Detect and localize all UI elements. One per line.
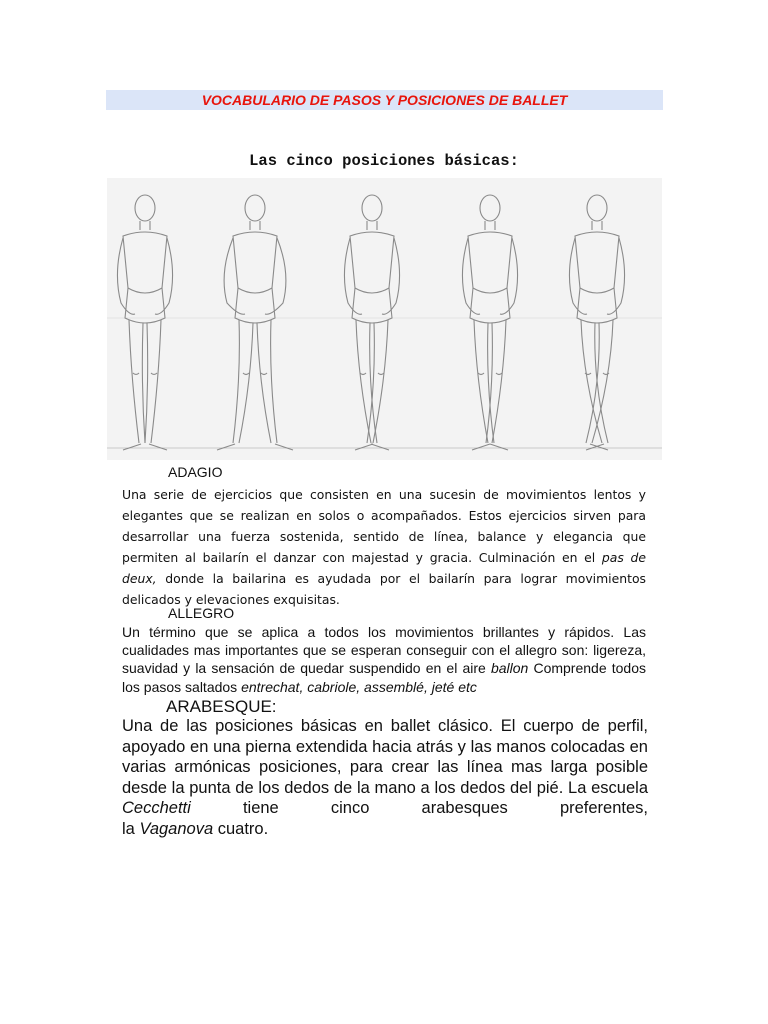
figure-torso (233, 232, 277, 293)
ballet-figure-4 (462, 195, 517, 450)
figure-knees (243, 373, 267, 375)
figure-right-leg (586, 320, 613, 443)
adagio-term: pas de deux, (122, 550, 646, 586)
ballet-figure-3 (344, 195, 399, 450)
arabesque-text-1: Una de las posiciones básicas en ballet clásico. El cuerpo de perfil, apoyado en una pierna extendida hacia atrás y las manos colocadas en varias armónicas posiciones, para crear las línea mas larga posible desde la punta de los dedos de la mano a los dedos del pié. La escuela (122, 717, 648, 797)
arabesque-line-last (122, 819, 648, 840)
figure-head (135, 195, 155, 221)
ballet-figure-1 (117, 195, 172, 450)
arabesque-text-3: la (122, 819, 140, 838)
figure-left-leg (233, 320, 253, 443)
page-title: VOCABULARIO DE PASOS Y POSICIONES DE BALLET (201, 92, 568, 108)
allegro-text-1: Un término que se aplica a todos los movimientos brillantes y rápidos. Las cualidades mas importantes que se esperan conseguir con el allegro son: ligereza, suavidad y la sensación de quedar suspendido en el aire (122, 624, 646, 677)
ballet-figure-5 (569, 195, 624, 450)
arabesque-heading: ARABESQUE: (166, 697, 277, 716)
figure-left-leg (129, 320, 145, 443)
figure-head (245, 195, 265, 221)
figure-right-leg (257, 320, 277, 443)
five-ballet-positions-drawing (107, 178, 662, 460)
figure-knees (360, 373, 384, 375)
arabesque-line-main (122, 716, 648, 819)
figure-feet (472, 444, 508, 450)
figure-left-leg (581, 320, 608, 443)
figure-neck (367, 221, 377, 230)
figure-knees (585, 373, 609, 375)
figure-torso (123, 232, 167, 293)
arabesque-text-2: tiene cinco arabesques preferentes, (190, 799, 648, 817)
figure-head (362, 195, 382, 221)
allegro-heading: ALLEGRO (168, 605, 235, 621)
figure-torso (468, 232, 512, 293)
ballet-positions-figure (107, 178, 662, 460)
ballet-figure-2 (217, 195, 293, 450)
figure-knees (478, 373, 502, 375)
adagio-text-1: Una serie de ejercicios que consisten en una sucesin de movimientos lentos y elegantes que se realizan en solos o acompañados. Estos ejercicios sirven para desarrollar una fuerza sostenida, sentido de línea, balance y elegancia que permiten al bailarín el danzar con majestad y gracia. Culminación en el (122, 487, 646, 565)
figure-head (587, 195, 607, 221)
figure-neck (592, 221, 602, 230)
figure-right-leg (486, 320, 506, 443)
figure-feet (217, 444, 293, 450)
figure-left-leg (474, 320, 494, 443)
adagio-paragraph (122, 484, 646, 610)
figure-right-leg (145, 320, 161, 443)
figure-torso (350, 232, 394, 293)
figure-neck (485, 221, 495, 230)
allegro-term-1: ballon (490, 660, 529, 677)
arabesque-term-1: Cecchetti (122, 799, 191, 817)
allegro-term-2: entrechat, cabriole, assemblé, jeté etc (241, 678, 477, 695)
figure-knees (133, 373, 157, 375)
figure-neck (250, 221, 260, 230)
adagio-heading: ADAGIO (168, 464, 223, 480)
figure-feet (586, 444, 608, 450)
arabesque-text-4: cuatro. (213, 819, 269, 838)
allegro-text-2: Comprende todos los pasos saltados (122, 660, 647, 695)
adagio-text-2: donde la bailarina es ayudada por el bailarín para lograr movimientos delicados y elevaciones exquisitas. (122, 571, 646, 607)
arabesque-term-2: Vaganova (139, 819, 214, 838)
allegro-paragraph (122, 623, 646, 696)
title-bar (106, 90, 663, 110)
figure-feet (123, 444, 167, 450)
figure-feet (355, 444, 389, 450)
section-subtitle: Las cinco posiciones básicas: (249, 152, 519, 170)
figure-head (480, 195, 500, 221)
arabesque-paragraph (122, 716, 648, 839)
figure-torso (575, 232, 619, 293)
figure-neck (140, 221, 150, 230)
